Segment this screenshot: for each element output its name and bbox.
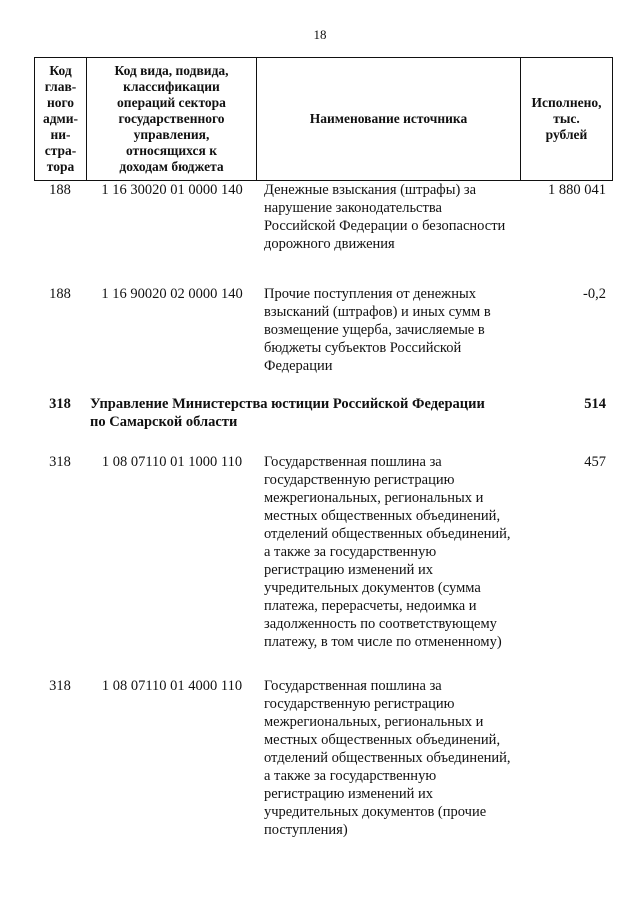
executed-amount: 1 880 041 xyxy=(548,182,606,198)
table-header xyxy=(34,57,613,181)
table-row xyxy=(34,285,612,375)
source-name-line: платежа, перерасчеты, недоимка и xyxy=(264,598,477,614)
source-name-line: возмещение ущерба, зачисляемые в xyxy=(264,322,485,338)
table-row xyxy=(34,677,612,839)
classification-code: 1 16 30020 01 0000 140 xyxy=(101,182,243,198)
admin-code: 318 xyxy=(49,396,71,412)
source-name-line: регистрацию изменений их xyxy=(264,562,434,578)
source-name-line: а также за государственную xyxy=(264,768,437,784)
source-name-line: Государственная пошлина за xyxy=(264,678,442,694)
source-name-line: Прочие поступления от денежных xyxy=(264,286,476,302)
org-row xyxy=(34,395,612,431)
source-name-line: межрегиональных, региональных и xyxy=(264,714,484,730)
admin-code: 188 xyxy=(49,286,71,302)
source-name-line: межрегиональных, региональных и xyxy=(264,490,484,506)
org-name-line: Управление Министерства юстиции Российской Федерации xyxy=(90,396,485,412)
source-name-line: а также за государственную xyxy=(264,544,437,560)
admin-code: 318 xyxy=(49,678,71,694)
classification-code: 1 08 07110 01 1000 110 xyxy=(101,454,243,470)
source-name-line: отделений общественных объединений, xyxy=(264,750,511,766)
source-name-line: отделений общественных объединений, xyxy=(264,526,511,542)
header-source-name: Наименование источника xyxy=(257,58,521,181)
source-name-line: учредительных документов (сумма xyxy=(264,580,481,596)
source-name-line: бюджеты субъектов Российской xyxy=(264,340,462,356)
source-name-line: местных общественных объединений, xyxy=(264,732,501,748)
header-classification-code: Код вида, подвида, классификации операций сектора государственного управления, относящихся к доходам бюджета xyxy=(87,58,257,181)
table-row xyxy=(34,453,612,651)
admin-code: 318 xyxy=(49,454,71,470)
executed-amount: 514 xyxy=(584,396,606,412)
source-name xyxy=(256,677,520,839)
source-name-line: Федерации xyxy=(264,358,333,374)
classification-code: 1 08 07110 01 4000 110 xyxy=(101,678,243,694)
source-name-line: Российской Федерации о безопасности xyxy=(264,218,506,234)
source-name-line: нарушение законодательства xyxy=(264,200,442,216)
source-name-line: учредительных документов (прочие xyxy=(264,804,487,820)
executed-amount: -0,2 xyxy=(583,286,606,302)
executed-amount: 457 xyxy=(584,454,606,470)
header-admin-code: Код глав- ного адми- ни- стра- тора xyxy=(35,58,87,181)
table-row xyxy=(34,181,612,253)
source-name-line: платежу, в том числе по отмененному) xyxy=(264,634,502,650)
table-body xyxy=(34,181,612,839)
source-name-line: взысканий (штрафов) и иных сумм в xyxy=(264,304,491,320)
source-name xyxy=(256,453,520,651)
org-name-line: по Самарской области xyxy=(90,414,238,430)
source-name xyxy=(256,181,520,253)
source-name-line: поступления) xyxy=(264,822,348,838)
source-name-line: местных общественных объединений, xyxy=(264,508,501,524)
org-name xyxy=(86,395,526,431)
source-name-line: дорожного движения xyxy=(264,236,395,252)
source-name-line: Денежные взыскания (штрафы) за xyxy=(264,182,477,198)
source-name-line: государственную регистрацию xyxy=(264,472,455,488)
admin-code: 188 xyxy=(49,182,71,198)
source-name xyxy=(256,285,520,375)
source-name-line: Государственная пошлина за xyxy=(264,454,442,470)
page-number: 18 xyxy=(313,27,327,42)
header-executed-amount: Исполнено, тыс. рублей xyxy=(521,58,613,181)
source-name-line: задолженность по соответствующему xyxy=(264,616,497,632)
source-name-line: государственную регистрацию xyxy=(264,696,455,712)
source-name-line: регистрацию изменений их xyxy=(264,786,434,802)
classification-code: 1 16 90020 02 0000 140 xyxy=(101,286,243,302)
executed-amount xyxy=(520,677,612,839)
